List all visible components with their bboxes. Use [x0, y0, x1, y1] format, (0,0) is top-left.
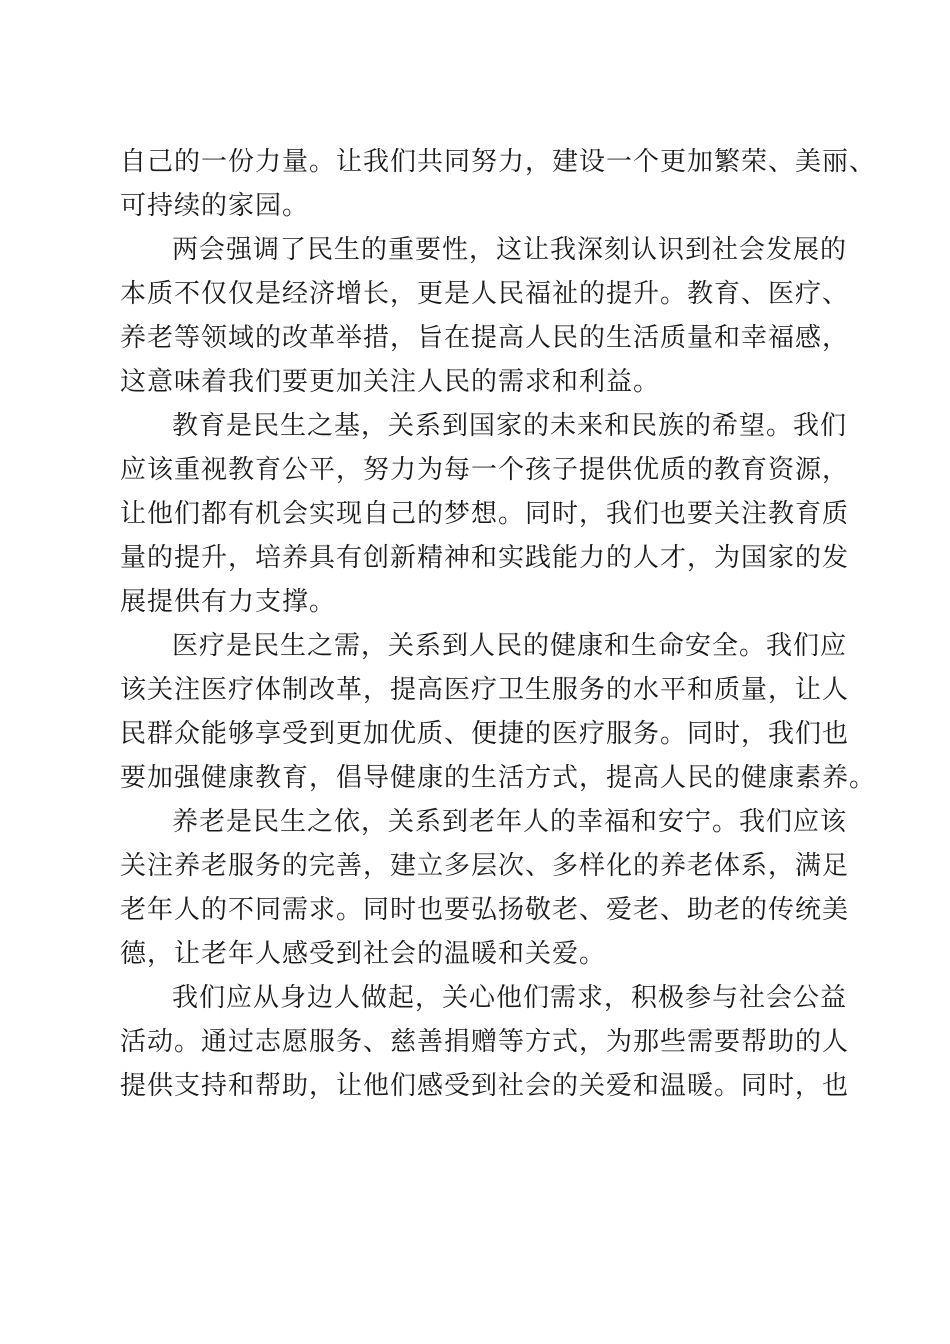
text-line: 展提供有力支撑。: [120, 587, 337, 617]
text-line: 两会强调了民生的重要性，这让我深刻认识到社会发展的: [172, 235, 848, 265]
text-line: 教育是民生之基，关系到国家的未来和民族的希望。我们: [172, 411, 848, 441]
text-line: 提供支持和帮助，让他们感受到社会的关爱和温暖。同时，也: [120, 1071, 850, 1101]
text-line: 养老是民生之依，关系到老年人的幸福和安宁。我们应该: [172, 807, 848, 837]
text-line: 医疗是民生之需，关系到人民的健康和生命安全。我们应: [172, 631, 848, 661]
body-text: [120, 140, 877, 1108]
text-line: 要加强健康教育，倡导健康的生活方式，提高人民的健康素养。: [120, 763, 877, 793]
text-line: 让他们都有机会实现自己的梦想。同时，我们也要关注教育质: [120, 499, 850, 529]
text-line: 量的提升，培养具有创新精神和实践能力的人才，为国家的发: [120, 543, 850, 573]
text-line: 民群众能够享受到更加优质、便捷的医疗服务。同时，我们也: [120, 719, 850, 749]
text-line: 老年人的不同需求。同时也要弘扬敬老、爱老、助老的传统美: [120, 895, 850, 925]
text-line: 可持续的家园。: [120, 191, 310, 221]
text-line: 该关注医疗体制改革，提高医疗卫生服务的水平和质量，让人: [120, 675, 850, 705]
text-line: 本质不仅仅是经济增长，更是人民福祉的提升。教育、医疗、: [120, 279, 850, 309]
text-line: 养老等领域的改革举措，旨在提高人民的生活质量和幸福感，: [120, 323, 850, 353]
text-line: 自己的一份力量。让我们共同努力，建设一个更加繁荣、美丽、: [120, 147, 877, 177]
text-line: 我们应从身边人做起，关心他们需求，积极参与社会公益: [172, 983, 848, 1013]
text-line: 应该重视教育公平，努力为每一个孩子提供优质的教育资源，: [120, 455, 850, 485]
text-line: 这意味着我们要更加关注人民的需求和利益。: [120, 367, 661, 397]
text-line: 活动。通过志愿服务、慈善捐赠等方式，为那些需要帮助的人: [120, 1027, 850, 1057]
text-line: 关注养老服务的完善，建立多层次、多样化的养老体系，满足: [120, 851, 850, 881]
text-line: 德，让老年人感受到社会的温暖和关爱。: [120, 939, 607, 969]
